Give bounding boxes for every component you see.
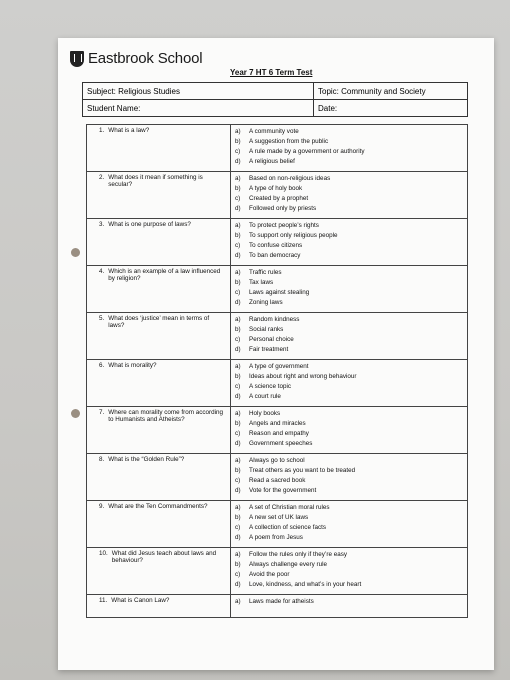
question-text: Where can morality come from according to Humanists and Atheists? [108, 409, 224, 423]
question-cell [87, 501, 231, 548]
answer-option[interactable] [235, 560, 464, 570]
option-text: Avoid the poor [249, 571, 290, 578]
answer-option[interactable] [235, 298, 464, 308]
answer-option[interactable] [235, 392, 464, 402]
answer-option[interactable] [235, 345, 464, 355]
answer-options-cell [231, 266, 468, 313]
option-text: Created by a prophet [249, 195, 309, 202]
option-letter: d) [235, 158, 241, 165]
answer-options-cell [231, 313, 468, 360]
answer-option[interactable] [235, 476, 464, 486]
answer-options-cell [231, 125, 468, 172]
option-letter: c) [235, 195, 241, 202]
question-cell [87, 454, 231, 501]
question-row [87, 360, 468, 407]
option-text: To support only religious people [249, 232, 338, 239]
question-row [87, 501, 468, 548]
answer-option[interactable] [235, 550, 464, 560]
question-text: What is the “Golden Rule”? [108, 456, 185, 463]
option-letter: d) [235, 299, 241, 306]
option-letter: b) [235, 467, 241, 474]
option-letter: a) [235, 504, 241, 511]
answer-options-cell [231, 454, 468, 501]
question-cell [87, 407, 231, 454]
option-letter: c) [235, 430, 241, 437]
option-text: A community vote [249, 128, 299, 135]
option-text: Follow the rules only if they’re easy [249, 551, 347, 558]
answer-option[interactable] [235, 278, 464, 288]
answer-option[interactable] [235, 486, 464, 496]
question-text: What is morality? [108, 362, 157, 369]
answer-options-cell [231, 595, 468, 618]
question-text: Which is an example of a law influenced by religion? [108, 268, 221, 282]
question-number: 2. [99, 174, 105, 181]
answer-option[interactable] [235, 580, 464, 590]
option-text: Treat others as you want to be treated [249, 467, 356, 474]
option-letter: c) [235, 383, 241, 390]
subject-field: Subject: Religious Studies [83, 83, 314, 100]
answer-option[interactable] [235, 157, 464, 167]
option-text: Traffic rules [249, 269, 282, 276]
option-text: A type of holy book [249, 185, 303, 192]
option-letter: d) [235, 534, 241, 541]
answer-options-cell [231, 219, 468, 266]
option-text: Zoning laws [249, 299, 283, 306]
option-letter: b) [235, 185, 241, 192]
option-text: A new set of UK laws [249, 514, 309, 521]
question-cell [87, 595, 231, 618]
answer-option[interactable] [235, 439, 464, 449]
option-text: Always go to school [249, 457, 305, 464]
answer-option[interactable] [235, 147, 464, 157]
answer-option[interactable] [235, 362, 464, 372]
answer-option[interactable] [235, 419, 464, 429]
school-name: Eastbrook School [88, 50, 203, 67]
question-number: 4. [99, 268, 105, 275]
answer-option[interactable] [235, 221, 464, 231]
student-name-field[interactable]: Student Name: [83, 100, 314, 117]
option-letter: c) [235, 571, 241, 578]
option-letter: a) [235, 410, 241, 417]
question-text: What are the Ten Commandments? [108, 503, 208, 510]
question-number: 5. [99, 315, 105, 322]
option-letter: d) [235, 440, 241, 447]
answer-option[interactable] [235, 533, 464, 543]
option-text: Government speeches [249, 440, 313, 447]
option-text: Reason and empathy [249, 430, 309, 437]
option-letter: c) [235, 336, 241, 343]
answer-option[interactable] [235, 137, 464, 147]
question-row [87, 125, 468, 172]
option-letter: b) [235, 326, 241, 333]
option-letter: a) [235, 457, 241, 464]
option-letter: b) [235, 514, 241, 521]
answer-option[interactable] [235, 597, 464, 607]
option-text: Personal choice [249, 336, 294, 343]
question-text: What does ‘justice’ mean in terms of laws? [108, 315, 210, 329]
answer-options-cell [231, 548, 468, 595]
question-cell [87, 172, 231, 219]
question-row [87, 266, 468, 313]
answer-options-cell [231, 360, 468, 407]
option-text: Random kindness [249, 316, 300, 323]
answer-option[interactable] [235, 429, 464, 439]
answer-options-cell [231, 172, 468, 219]
option-text: Followed only by priests [249, 205, 317, 212]
answer-option[interactable] [235, 325, 464, 335]
option-text: A poem from Jesus [249, 534, 303, 541]
topic-field: Topic: Community and Society [314, 83, 468, 100]
answer-options-cell [231, 407, 468, 454]
option-text: Holy books [249, 410, 281, 417]
question-row [87, 219, 468, 266]
option-text: Ideas about right and wrong behaviour [249, 373, 357, 380]
option-text: To confuse citizens [249, 242, 303, 249]
question-text: What is one purpose of laws? [108, 221, 191, 228]
question-row [87, 595, 468, 618]
option-letter: d) [235, 581, 241, 588]
answer-option[interactable] [235, 194, 464, 204]
option-letter: a) [235, 269, 241, 276]
question-row [87, 454, 468, 501]
option-text: Social ranks [249, 326, 284, 333]
option-text: Laws made for atheists [249, 598, 314, 605]
punch-hole [71, 248, 80, 257]
answer-option[interactable] [235, 335, 464, 345]
option-text: A collection of science facts [249, 524, 327, 531]
question-row [87, 407, 468, 454]
option-letter: a) [235, 363, 241, 370]
date-field[interactable]: Date: [314, 100, 468, 117]
option-letter: c) [235, 148, 241, 155]
option-letter: c) [235, 524, 241, 531]
answer-option[interactable] [235, 456, 464, 466]
option-letter: a) [235, 316, 241, 323]
answer-option[interactable] [235, 268, 464, 278]
answer-option[interactable] [235, 513, 464, 523]
punch-hole [71, 409, 80, 418]
answer-option[interactable] [235, 570, 464, 580]
test-title: Year 7 HT 6 Term Test [230, 68, 313, 77]
option-text: Always challenge every rule [249, 561, 328, 568]
worksheet-header [70, 50, 472, 80]
question-cell [87, 313, 231, 360]
answer-option[interactable] [235, 315, 464, 325]
answer-option[interactable] [235, 184, 464, 194]
answer-option[interactable] [235, 251, 464, 261]
question-row [87, 548, 468, 595]
option-text: Love, kindness, and what’s in your heart [249, 581, 362, 588]
answer-option[interactable] [235, 466, 464, 476]
worksheet-page [58, 38, 494, 670]
answer-option[interactable] [235, 288, 464, 298]
answer-option[interactable] [235, 372, 464, 382]
question-row [87, 172, 468, 219]
answer-option[interactable] [235, 174, 464, 184]
option-letter: b) [235, 420, 241, 427]
option-text: A science topic [249, 383, 292, 390]
questions-table [86, 124, 468, 618]
option-text: Fair treatment [249, 346, 289, 353]
option-letter: a) [235, 128, 241, 135]
question-row [87, 313, 468, 360]
question-number: 10. [99, 550, 108, 557]
option-text: A set of Christian moral rules [249, 504, 330, 511]
answer-options-cell [231, 501, 468, 548]
option-letter: b) [235, 232, 241, 239]
option-text: A rule made by a government or authority [249, 148, 365, 155]
option-letter: c) [235, 242, 241, 249]
answer-option[interactable] [235, 241, 464, 251]
option-letter: c) [235, 289, 241, 296]
question-text: What is Canon Law? [111, 597, 170, 604]
option-letter: d) [235, 346, 241, 353]
option-text: To ban democracy [249, 252, 301, 259]
question-text: What is a law? [108, 127, 150, 134]
option-letter: a) [235, 598, 241, 605]
option-letter: b) [235, 138, 241, 145]
option-letter: a) [235, 222, 241, 229]
option-letter: b) [235, 279, 241, 286]
option-letter: a) [235, 175, 241, 182]
option-text: Based on non-religious ideas [249, 175, 331, 182]
question-number: 3. [99, 221, 105, 228]
option-letter: b) [235, 373, 241, 380]
answer-option[interactable] [235, 409, 464, 419]
option-text: Angels and miracles [249, 420, 306, 427]
option-text: A suggestion from the public [249, 138, 329, 145]
option-letter: d) [235, 487, 241, 494]
option-letter: d) [235, 205, 241, 212]
option-text: Tax laws [249, 279, 274, 286]
school-logo [70, 50, 202, 67]
question-cell [87, 125, 231, 172]
answer-option[interactable] [235, 523, 464, 533]
question-cell [87, 219, 231, 266]
option-letter: d) [235, 252, 241, 259]
option-text: A court rule [249, 393, 281, 400]
option-text: A type of government [249, 363, 309, 370]
question-number: 11. [99, 597, 108, 604]
answer-option[interactable] [235, 382, 464, 392]
option-text: A religious belief [249, 158, 295, 165]
question-number: 1. [99, 127, 105, 134]
option-letter: d) [235, 393, 241, 400]
answer-option[interactable] [235, 204, 464, 214]
option-letter: c) [235, 477, 241, 484]
question-text: What does it mean if something is secular? [108, 174, 203, 188]
question-number: 9. [99, 503, 105, 510]
question-text: What did Jesus teach about laws and behaviour? [111, 550, 217, 564]
school-crest-icon [70, 51, 84, 67]
info-table [82, 82, 468, 117]
question-cell [87, 548, 231, 595]
option-text: Vote for the government [249, 487, 317, 494]
option-letter: b) [235, 561, 241, 568]
option-text: Read a sacred book [249, 477, 306, 484]
option-letter: a) [235, 551, 241, 558]
question-number: 8. [99, 456, 105, 463]
answer-option[interactable] [235, 503, 464, 513]
question-cell [87, 266, 231, 313]
question-number: 7. [99, 409, 105, 416]
question-cell [87, 360, 231, 407]
answer-option[interactable] [235, 127, 464, 137]
option-text: To protect people’s rights [249, 222, 319, 229]
option-text: Laws against stealing [249, 289, 310, 296]
answer-option[interactable] [235, 231, 464, 241]
question-number: 6. [99, 362, 105, 369]
